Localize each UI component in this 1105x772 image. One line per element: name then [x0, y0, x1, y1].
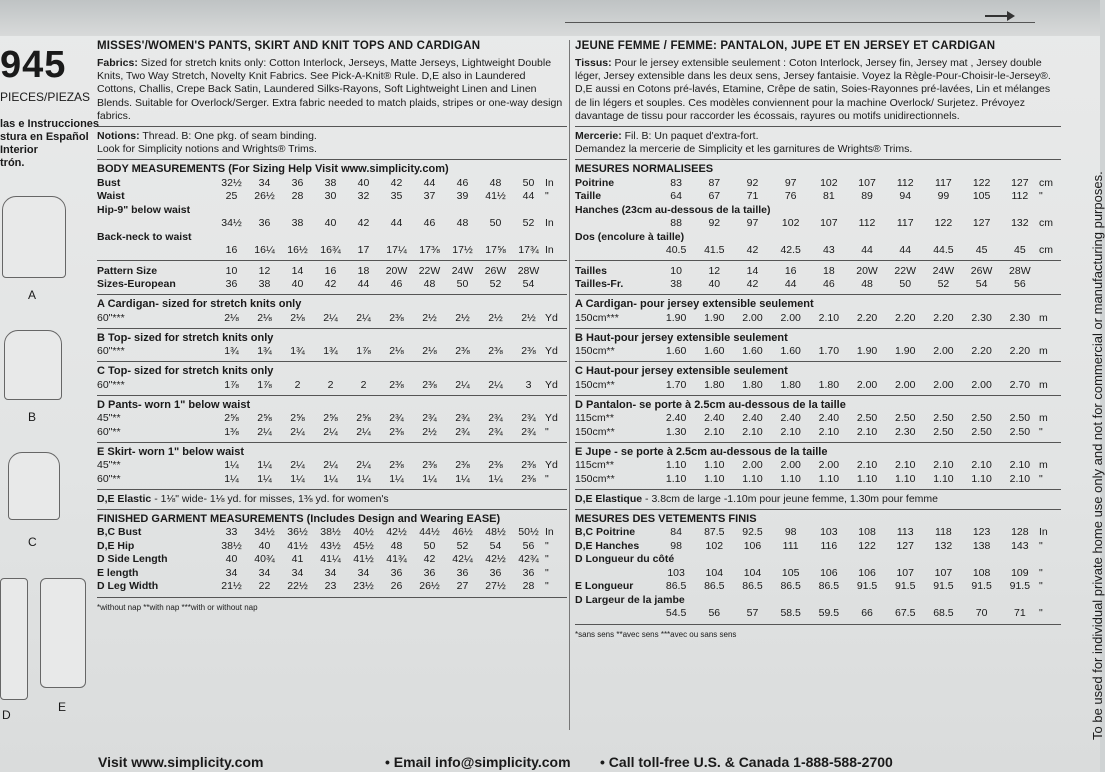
- mesures-table: [575, 176, 1061, 257]
- measurement-row: D Leg Width 21½ 22 22½ 23 23½ 26 26½ 27 27½ 28 ": [97, 580, 549, 593]
- measurement-row: Taille 64 67 71 76 81 89 94 99 105 112 ": [575, 190, 1043, 203]
- measurement-row: D,E Hip 38½ 40 41½ 43½ 45½ 48 50 52 54 56 ": [97, 539, 549, 552]
- vue-c-metrage-title: C Haut-pour jersey extensible seulement: [575, 365, 788, 378]
- measurement-row: 115cm** 2.40 2.40 2.40 2.40 2.40 2.50 2.50 2.50 2.50 2.50 m: [575, 412, 1048, 425]
- measurement-row: E Longueur 86.5 86.5 86.5 86.5 86.5 91.5 91.5 91.5 91.5 91.5 ": [575, 580, 1043, 593]
- top-fold-strip: [0, 0, 1100, 36]
- vue-b-metrage-table: [575, 345, 1061, 359]
- measurement-row: 150cm** 1.10 1.10 1.10 1.10 1.10 1.10 1.10 1.10 1.10 2.10 ": [575, 472, 1043, 485]
- instructions-note: las e Instrucciones stura en Español Interior trón.: [0, 118, 100, 169]
- tailles-table: [575, 264, 1061, 291]
- measurement-row: 60"*** 2⅛ 2⅛ 2⅛ 2¼ 2¼ 2⅜ 2½ 2½ 2½ 2½ Yd: [97, 311, 558, 324]
- view-a-yardage-table: [97, 311, 567, 325]
- usage-notice: To be used for individual private home use only and not for commercial or manufacturing purposes.: [1090, 171, 1105, 740]
- pieces-label: PIECES/PIEZAS: [0, 90, 91, 104]
- vue-d-metrage-table: [575, 412, 1061, 439]
- measurement-row: B,C Poitrine 84 87.5 92.5 98 103 108 113 118 123 128 In: [575, 526, 1048, 539]
- measurement-row: 45"** 1¼ 1¼ 2¼ 2¼ 2¼ 2⅜ 2⅜ 2⅜ 2⅜ 2⅜ Yd: [97, 459, 558, 472]
- view-d-label: D: [2, 708, 11, 722]
- measurement-row-label: D Longueur du côté: [575, 553, 675, 566]
- view-b-yardage-table: [97, 345, 567, 359]
- vue-a-metrage-table: [575, 311, 1061, 325]
- measurement-row-label: D Largeur de la jambe: [575, 593, 685, 606]
- finished-measurements-table: [97, 526, 567, 594]
- english-title: MISSES'/WOMEN'S PANTS, SKIRT AND KNIT TOPS AND CARDIGAN: [97, 40, 481, 52]
- mercerie-paragraph-2: Demandez la mercerie de Simplicity et les garnitures de Wrights® Trims.: [575, 143, 913, 156]
- measurement-row: 45"** 2⅝ 2⅝ 2⅝ 2⅝ 2⅝ 2¾ 2¾ 2¾ 2¾ 2¾ Yd: [97, 412, 558, 425]
- measurement-row: 60"*** 1¾ 1¾ 1¾ 1¾ 1⅞ 2⅛ 2⅛ 2⅜ 2⅜ 2⅜ Yd: [97, 345, 558, 358]
- mercerie-paragraph: Mercerie: Fil. B: Un paquet d'extra-fort.: [575, 130, 759, 143]
- finished-measurements-title: FINISHED GARMENT MEASUREMENTS (Includes Design and Wearing EASE): [97, 513, 501, 526]
- notions-paragraph: Notions: Thread. B: One pkg. of seam binding.: [97, 130, 317, 143]
- view-a-yardage-title: A Cardigan- sized for stretch knits only: [97, 298, 302, 311]
- yardage-section: [97, 298, 567, 490]
- view-a-sketch: [2, 196, 66, 278]
- view-b-label: B: [28, 410, 37, 424]
- elastique-line: D,E Elastique - 3.8cm de large -1.10m pour jeune femme, 1.30m pour femme: [575, 492, 938, 505]
- measurement-row: E length 34 34 34 34 34 36 36 36 36 36 ": [97, 566, 549, 579]
- sizes-table: [97, 264, 567, 291]
- measurement-row: D Side Length 40 40¾ 41 41¼ 41½ 41¾ 42 42¼ 42½ 42¾ ": [97, 553, 549, 566]
- body-measurements-title: BODY MEASUREMENTS (For Sizing Help Visit www.simplicity.com): [97, 163, 449, 176]
- measurement-row: Sizes-European 36 38 40 42 44 46 48 50 52 54: [97, 278, 535, 291]
- footer-phone: • Call toll-free U.S. & Canada 1-888-588-2700: [600, 754, 893, 770]
- measurement-row: Tailles-Fr. 38 40 42 44 46 48 50 52 54 56: [575, 278, 1026, 291]
- english-column: [97, 40, 567, 614]
- view-c-sketch: [8, 452, 60, 520]
- pattern-number: 945: [0, 44, 67, 86]
- measurement-row: 34½ 36 38 40 42 44 46 48 50 52 In: [221, 217, 554, 230]
- column-divider: [569, 40, 570, 730]
- view-a-label: A: [28, 288, 37, 302]
- fabrics-paragraph: Fabrics: Sized for stretch knits only: Cotton Interlock, Jerseys, Matte Jerseys, Lightweight Double Knits, Two Way Stretch, Novelty Knit Fabrics. See Pick-A-Knit® Rule. D,E also in Laundered Cottons, Challis, Crepe Back Satin, Laundered Silks-Rayons, Soft Lightweight Linen and Linen Blends. Suitable for Overlock/Serger. Extra fabric needed to match plaids, stripes or one-way design fabrics.: [97, 57, 563, 122]
- measurement-row: 60"*** 1⅞ 1⅞ 2 2 2 2⅜ 2⅜ 2¼ 2¼ 3 Yd: [97, 378, 558, 391]
- view-d-yardage-title: D Pants- worn 1" below waist: [97, 398, 251, 411]
- measurement-row: 60"** 1⅜ 2¼ 2¼ 2¼ 2¼ 2⅜ 2½ 2¾ 2¾ 2¾ ": [97, 425, 549, 438]
- measurement-row: 88 92 97 102 107 112 117 122 127 132 cm: [670, 217, 1053, 230]
- tissus-paragraph: Tissus: Pour le jersey extensible seulement : Coton Interlock, Jersey fin, Jersey mat , Jersey double léger, Jersey extensible dans les deux sens, Jersey fantaisie. Voyez la Règle-Pour-Choisir-le-Jersey®. D,E aussi en Cotons pré-lavés, Etamine, Crêpe de satin, Soies-Rayonnes pré-lavées, Lin et mélanges de lin légers et souples. Ces modèles conviennent pour la machine Overlock/ Surjetez. Prévoyez davantage de tissu pour raccorder les écossais, rayures ou motifs unidirectionnels.: [575, 57, 1051, 122]
- vetements-finis-title: MESURES DES VETEMENTS FINIS: [575, 513, 757, 526]
- measurement-row: 54.5 56 57 58.5 59.5 66 67.5 68.5 70 71 ": [665, 607, 1043, 620]
- footer-visit[interactable]: Visit www.simplicity.com: [98, 754, 264, 770]
- french-footnote: *sans sens **avec sens ***avec ou sans sens: [575, 629, 737, 639]
- measurement-row: 103 104 104 105 106 106 107 107 108 109 ": [667, 566, 1043, 579]
- measurement-row: B,C Bust 33 34½ 36½ 38½ 40½ 42½ 44½ 46½ 48½ 50½ In: [97, 526, 554, 539]
- vetements-finis-table: [575, 526, 1061, 621]
- measurement-row-label: Hip-9" below waist: [97, 203, 191, 216]
- measurement-row-label: Back-neck to waist: [97, 230, 192, 243]
- notions-paragraph-2: Look for Simplicity notions and Wrights® Trims.: [97, 143, 317, 156]
- view-c-yardage-title: C Top- sized for stretch knits only: [97, 365, 274, 378]
- arrow-icon: [985, 15, 1013, 17]
- vue-b-metrage-title: B Haut-pour jersey extensible seulement: [575, 331, 788, 344]
- french-title: JEUNE FEMME / FEMME: PANTALON, JUPE ET EN JERSEY ET CARDIGAN: [575, 40, 996, 52]
- measurement-row: D,E Hanches 98 102 106 111 116 122 127 132 138 143 ": [575, 539, 1043, 552]
- vue-d-metrage-title: D Pantalon- se porte à 2.5cm au-dessous de la taille: [575, 398, 846, 411]
- french-column: [575, 40, 1061, 641]
- body-measurements-table: [97, 176, 567, 257]
- measurement-row: Pattern Size 10 12 14 16 18 20W 22W 24W 26W 28W: [97, 264, 540, 277]
- measurement-row: Waist 25 26½ 28 30 32 35 37 39 41½ 44 ": [97, 190, 549, 203]
- measurement-row: Poitrine 83 87 92 97 102 107 112 117 122 127 cm: [575, 176, 1053, 189]
- measurement-row: 60"** 1¼ 1¼ 1¼ 1¼ 1¼ 1¼ 1¼ 1¼ 1¼ 2⅜ ": [97, 472, 549, 485]
- top-divider: [565, 22, 1035, 23]
- view-e-yardage-table: [97, 459, 567, 486]
- view-c-yardage-table: [97, 378, 567, 392]
- measurement-row: Bust 32½ 34 36 38 40 42 44 46 48 50 In: [97, 176, 554, 189]
- view-d-sketch: [0, 578, 28, 700]
- english-footnote: *without nap **with nap ***with or without nap: [97, 602, 258, 612]
- vue-e-metrage-title: E Jupe - se porte à 2.5cm au-dessous de la taille: [575, 445, 828, 458]
- vue-c-metrage-table: [575, 378, 1061, 392]
- view-e-label: E: [58, 700, 67, 714]
- footer-email[interactable]: • Email info@simplicity.com: [385, 754, 571, 770]
- view-b-sketch: [4, 330, 62, 400]
- view-d-yardage-table: [97, 412, 567, 439]
- vue-a-metrage-title: A Cardigan- pour jersey extensible seulement: [575, 298, 814, 311]
- elastic-line: D,E Elastic - 1⅛" wide- 1⅛ yd. for misses, 1⅜ yd. for women's: [97, 492, 389, 505]
- view-e-sketch: [40, 578, 86, 688]
- measurement-row: 150cm*** 1.90 1.90 2.00 2.00 2.10 2.20 2.20 2.20 2.30 2.30 m: [575, 311, 1048, 324]
- measurement-row: 150cm** 1.60 1.60 1.60 1.60 1.70 1.90 1.90 2.00 2.20 2.20 m: [575, 345, 1048, 358]
- view-b-yardage-title: B Top- sized for stretch knits only: [97, 331, 274, 344]
- measurement-row: 150cm** 1.70 1.80 1.80 1.80 1.80 2.00 2.00 2.00 2.00 2.70 m: [575, 378, 1048, 391]
- measurement-row: 115cm** 1.10 1.10 2.00 2.00 2.00 2.10 2.10 2.10 2.10 2.10 m: [575, 459, 1048, 472]
- vue-e-metrage-table: [575, 459, 1061, 486]
- view-c-label: C: [28, 535, 37, 549]
- measurement-row: 16 16¼ 16½ 16¾ 17 17¼ 17⅜ 17½ 17⅝ 17¾ In: [225, 244, 554, 257]
- measurement-row: 40.5 41.5 42 42.5 43 44 44 44.5 45 45 cm: [665, 244, 1053, 257]
- mesures-title: MESURES NORMALISEES: [575, 163, 714, 176]
- metrage-section: [575, 298, 1061, 490]
- measurement-row-label: Dos (encolure à taille): [575, 230, 685, 243]
- view-e-yardage-title: E Skirt- worn 1" below waist: [97, 445, 245, 458]
- measurement-row: Tailles 10 12 14 16 18 20W 22W 24W 26W 28W: [575, 264, 1031, 277]
- measurement-row-label: Hanches (23cm au-dessous de la taille): [575, 203, 771, 216]
- measurement-row: 150cm** 1.30 2.10 2.10 2.10 2.10 2.10 2.30 2.50 2.50 2.50 ": [575, 425, 1043, 438]
- footer-bar: [0, 752, 1100, 772]
